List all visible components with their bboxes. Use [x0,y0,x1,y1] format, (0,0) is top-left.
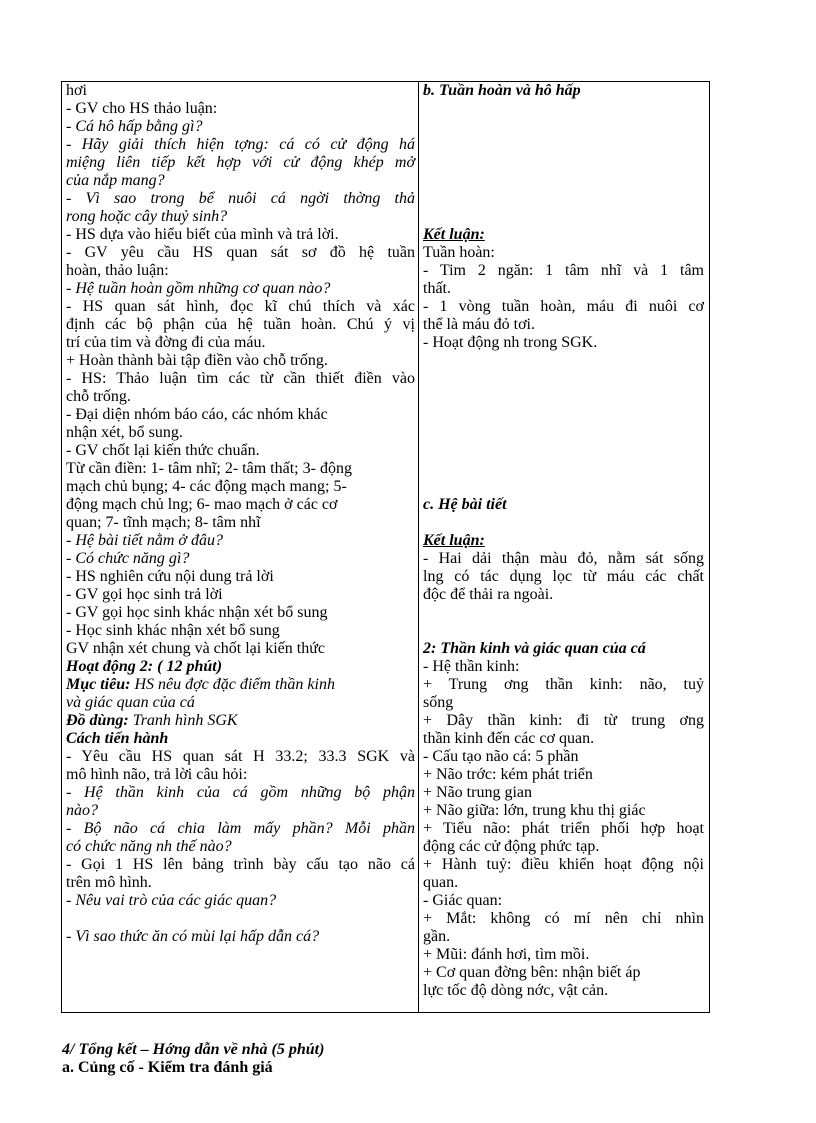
blank-line [66,910,415,928]
text-line: + Tiểu não: phát triển phối hợp hoạt [423,820,704,837]
text-line: Hoạt động 2: ( 12 phút) [66,658,223,675]
text-line: - Nêu vai trò của các giác quan? [66,892,277,909]
text-line: + Mũi: đánh hơi, tìm mồi. [423,946,590,963]
text-line: hơi [66,82,87,99]
text-line: - Vì sao trong bể nuôi cá ngời thờng thả [66,190,415,207]
text-line: của nắp mang? [66,172,165,189]
text-line: + Não trớc: kém phát triển [423,766,593,783]
summary-heading: 4/ Tổng kết – Hớng dẫn về nhà (5 phút) [62,1041,325,1058]
blank-line [423,622,704,640]
text-line: Kết luận: [423,226,485,243]
text-line: - HS quan sát hình, đọc kĩ chú thích và xác [66,298,415,315]
text-line: - Có chức năng gì? [66,550,190,567]
blank-line [423,136,704,154]
blank-line [423,460,704,478]
text-line: + Hành tuỷ: điều khiển hoạt động nội [423,856,704,873]
text-line: thần kinh đến các cơ quan. [423,730,595,747]
blank-line [423,208,704,226]
text-line: trên mô hình. [66,874,152,891]
text-line: động các cử động phức tạp. [423,838,600,855]
blank-line [423,388,704,406]
text-line: c. Hệ bài tiết [423,496,507,513]
text-line: - Hệ tuần hoàn gồm những cơ quan nào? [66,280,331,297]
text-line: - Giác quan: [423,892,503,909]
text-line: + Hoàn thành bài tập điền vào chỗ trống. [66,352,328,369]
text-line: - Cấu tạo não cá: 5 phần [423,748,579,765]
text-line: - Vì sao thức ăn có mùi lại hấp dẫn cá? [66,928,320,945]
text-line: - Yêu cầu HS quan sát H 33.2; 33.3 SGK và [66,748,415,765]
text-line: trí của tim và đờng đi của máu. [66,334,266,351]
text-line: - Hệ thần kinh: [423,658,520,675]
text-line: Mục tiêu: HS nêu đợc đặc điểm thần kinh [66,676,335,693]
text-line: - HS nghiên cứu nội dung trả lời [66,568,274,585]
text-line: + Não giữa: lớn, trung khu thị giác [423,802,646,819]
text-line: rong hoặc cây thuỷ sinh? [66,208,228,225]
text-line: Đồ dùng: Tranh hình SGK [66,712,238,729]
text-line: - Hãy giải thích hiện tợng: cá có cử động há [66,136,415,153]
text-line: - Hệ thần kinh của cá gồm những bộ phận [66,784,415,801]
blank-line [423,352,704,370]
text-line: chỗ trống. [66,388,131,405]
blank-line [423,118,704,136]
text-line: lng có tác dụng lọc từ máu các chất [423,568,704,585]
text-line: lực tốc độ dòng nớc, vật cản. [423,982,609,999]
text-line: quan; 7- tĩnh mạch; 8- tâm nhĩ [66,514,261,531]
text-line: + Trung ơng thần kinh: não, tuỷ [423,676,704,693]
blank-line [423,370,704,388]
text-line: Kết luận: [423,532,485,549]
text-line: động mạch chủ lng; 6- mao mạch ở các cơ [66,496,338,513]
text-line: có chức năng nh thế nào? [66,838,232,855]
text-line: và giác quan của cá [66,694,195,711]
blank-line [423,424,704,442]
text-line: Cách tiến hành [66,730,169,747]
text-line: GV nhận xét chung và chốt lại kiến thức [66,640,325,657]
blank-line [423,604,704,622]
text-line: hoàn, thảo luận: [66,262,169,279]
text-line: b. Tuần hoàn và hô hấp [423,82,581,99]
text-line: 2: Thần kinh và giác quan của cá [423,640,646,657]
text-line: - GV gọi học sinh trả lời [66,586,223,603]
text-line: quan. [423,874,459,891]
blank-line [423,406,704,424]
text-line: + Dây thần kinh: đi từ trung ơng [423,712,704,729]
text-line: độc để thải ra ngoài. [423,586,554,603]
text-line: thể là máu đỏ tơi. [423,316,535,333]
blank-line [423,514,704,532]
text-line: - Học sinh khác nhận xét bổ sung [66,622,280,639]
text-line: - HS: Thảo luận tìm các từ cần thiết điền vào [66,370,415,387]
text-line: - GV yêu cầu HS quan sát sơ đồ hệ tuần [66,244,415,261]
blank-line [423,190,704,208]
text-line: - HS dựa vào hiểu biết của mình và trả lời. [66,226,339,243]
text-line: + Cơ quan đờng bên: nhận biết áp [423,964,641,981]
text-line: sống [423,694,454,711]
text-line: Tuần hoàn: [423,244,495,261]
text-line: Từ cần điền: 1- tâm nhĩ; 2- tâm thất; 3- động [66,460,352,477]
text-line: thất. [423,280,451,297]
text-line: - GV gọi học sinh khác nhận xét bổ sung [66,604,328,621]
blank-line [423,172,704,190]
text-line: miệng liên tiếp kết hợp với cử động khép mở [66,154,415,171]
text-line: - Gọi 1 HS lên bảng trình bày cấu tạo não cá [66,856,415,873]
lesson-table [61,81,710,1013]
review-subheading: a. Củng cố - Kiểm tra đánh giá [62,1059,273,1076]
text-line: - Hệ bài tiết nằm ở đâu? [66,532,223,549]
text-line: định các bộ phận của hệ tuần hoàn. Chú ý vị [66,316,415,333]
text-line: - Hoạt động nh trong SGK. [423,334,598,351]
teacher-student-activities-column [62,82,418,1012]
text-line: - GV cho HS thảo luận: [66,100,218,117]
text-line: - Hai dải thận màu đỏ, nằm sát sống [423,550,704,567]
text-line: mô hình não, trả lời câu hỏi: [66,766,248,783]
text-line: - 1 vòng tuần hoàn, máu đi nuôi cơ [423,298,704,315]
text-line: - Đại diện nhóm báo cáo, các nhóm khác [66,406,328,423]
blank-line [423,154,704,172]
lesson-content-column [419,82,709,1012]
text-line: mạch chủ bụng; 4- các động mạch mang; 5- [66,478,347,495]
blank-line [423,100,704,118]
text-line: - GV chốt lại kiến thức chuẩn. [66,442,260,459]
text-line: + Mắt: không có mí nên chỉ nhìn [423,910,704,927]
text-line: nào? [66,802,98,819]
text-line: - Tim 2 ngăn: 1 tâm nhĩ và 1 tâm [423,262,704,279]
text-line: - Bộ não cá chia làm mấy phần? Mỗi phần [66,820,415,837]
blank-line [423,442,704,460]
text-line: gần. [423,928,451,945]
text-line: nhận xét, bổ sung. [66,424,183,441]
text-line: - Cá hô hấp bằng gì? [66,118,203,135]
text-line: + Não trung gian [423,784,532,801]
blank-line [423,478,704,496]
